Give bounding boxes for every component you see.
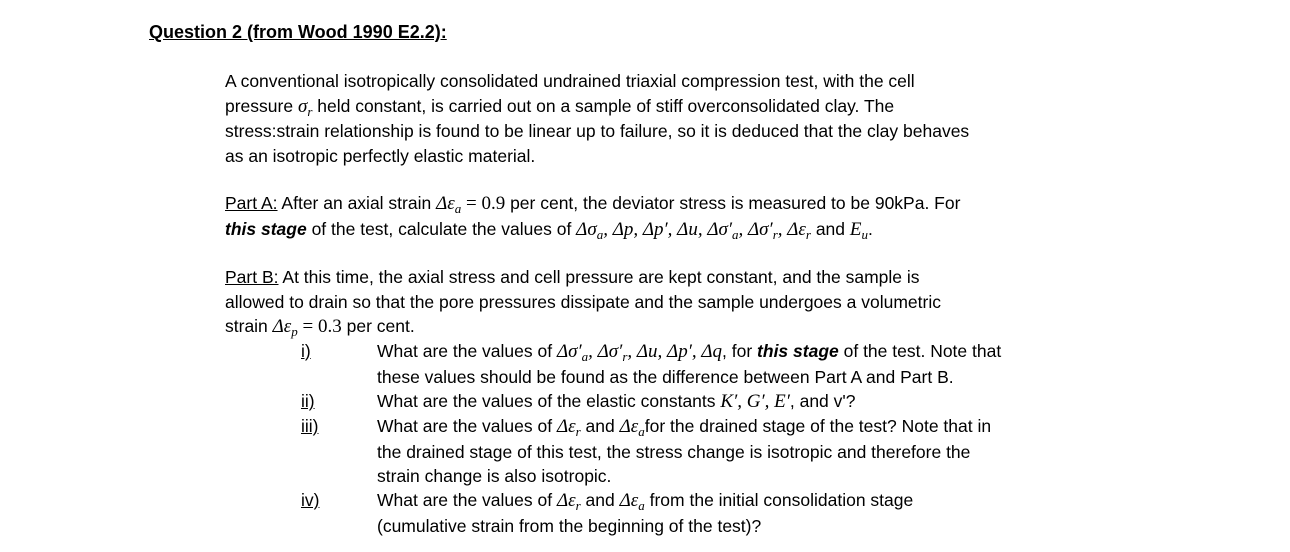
item-text: What are the values of the elastic constants K′, G′, E′, and v'? — [377, 391, 856, 412]
part-b-label: Part B: — [225, 267, 279, 287]
intro-text: pressure — [225, 95, 298, 116]
part-a-line-2: this stage of the test, calculate the values of $\Delta\sigma_a$, Δp, Δp′, Δu, $\Delta\sigma'_a$, $\Delta\sigma'_r$, $\Delta\varepsilon_r$ and $E_u$. — [225, 218, 873, 242]
question-heading: Question 2 (from Wood 1990 E2.2): — [149, 22, 447, 42]
this-stage-emphasis: this stage — [225, 218, 307, 239]
this-stage-emphasis: this stage — [757, 341, 839, 361]
intro-text: held constant, is carried out on a sample of stiff overconsolidated clay. The — [312, 95, 895, 116]
item-number: iv) — [301, 490, 320, 510]
intro-line-4: as an isotropic perfectly elastic material. — [225, 145, 536, 166]
item-text: What are the values of $\Delta\sigma'_a$, $\Delta\sigma'_r$, Δu, Δp′, Δq, for this stage of the test. Note that these values should be found as the difference between Part A and Part B. — [377, 341, 1002, 387]
intro-line-3: stress:strain relationship is found to be linear up to failure, so it is deduced that the clay behaves — [225, 121, 970, 142]
intro-paragraph — [225, 69, 1155, 168]
item-text: What are the values of $\Delta\varepsilon_r$ and $\Delta\varepsilon_a$ from the initial consolidation stage (cumulative strain from the beginning of the test)? — [377, 490, 914, 536]
axial-strain-symbol: $\Delta\varepsilon_a$ — [436, 193, 462, 216]
item-text: What are the values of $\Delta\varepsilon_r$ and $\Delta\varepsilon_afor$ the drained stage of the test? Note that in the drained stage of this test, the stress change is isotropic and therefore the strain change is also isotropic. — [377, 416, 992, 487]
undrained-modulus-symbol: $E_u$ — [849, 218, 868, 242]
cell-pressure-symbol: $\sigma_r$ — [297, 95, 313, 119]
volumetric-strain-symbol: $\Delta\varepsilon_p$ — [272, 316, 298, 340]
part-b-line-3: strain $\Delta\varepsilon_p = 0.3$ per cent. — [225, 316, 415, 340]
part-b-paragraph — [225, 265, 1155, 536]
part-a-label: Part A: — [225, 193, 278, 213]
item-number: i) — [301, 341, 311, 361]
part-a-paragraph — [225, 191, 1155, 242]
item-number: ii) — [301, 391, 315, 411]
intro-line-1: A conventional isotropically consolidated undrained triaxial compression test, with the cell — [225, 71, 915, 91]
part-a-variables: $\Delta\sigma_a$, Δp, Δp′, Δu, $\Delta\sigma'_a$, $\Delta\sigma'_r$, $\Delta\varepsilon_r$ — [576, 218, 811, 242]
part-a-line-1: Part A: After an axial strain $\Delta\varepsilon_a = 0.9$ per cent, the deviator stress is measured to be 90kPa. For — [225, 193, 961, 216]
part-b-line-2: allowed to drain so that the pore pressures dissipate and the sample undergoes a volumetric — [225, 291, 941, 312]
part-b-line-1: Part B: At this time, the axial stress and cell pressure are kept constant, and the sample is — [225, 267, 920, 287]
intro-line-2 — [225, 94, 1155, 120]
item-number: iii) — [301, 416, 319, 436]
